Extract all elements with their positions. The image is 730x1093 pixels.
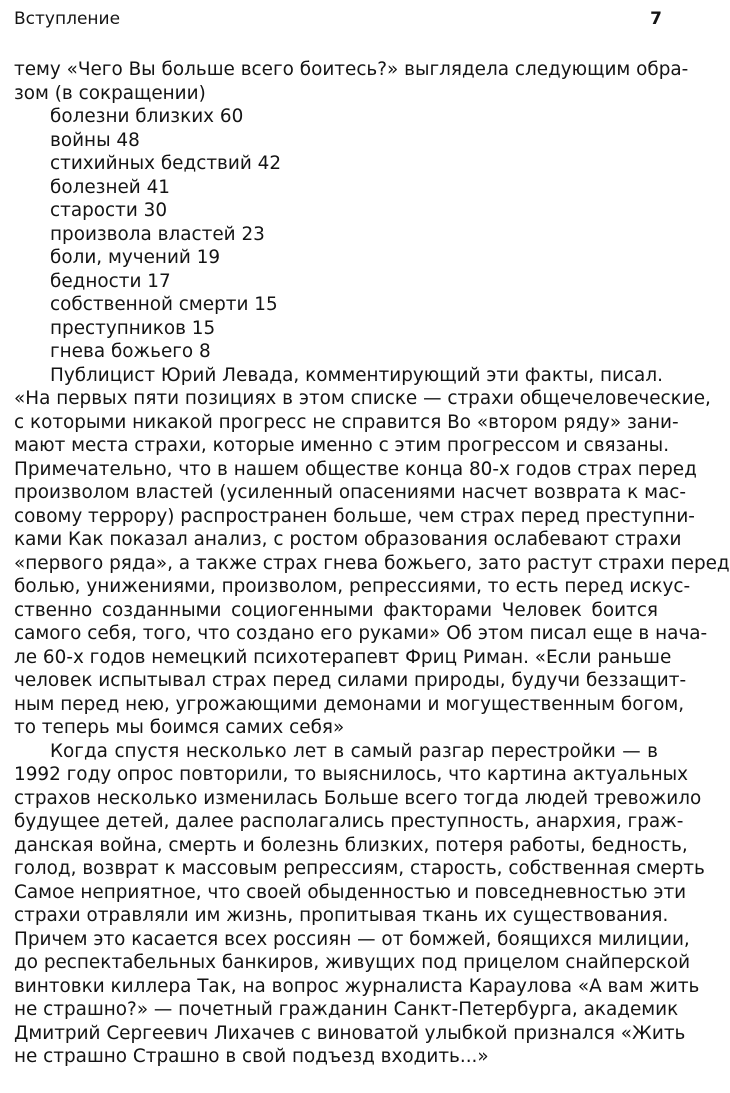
paragraph-1992-survey	[14, 740, 705, 1069]
text-line: Публицист Юрий Левада, комментирующий эти факты, писал.	[50, 364, 663, 386]
list-item: собственной смерти 15	[50, 294, 278, 315]
text-line: зом (в сокращении)	[14, 82, 206, 104]
text-line: данская война, смерть и болезнь близких, потеря работы, бедность,	[14, 834, 688, 856]
text-line: 1992 году опрос повторили, то выяснилось, что картина актуальных	[14, 764, 689, 785]
text-line: мают места страхи, которые именно с этим прогрессом и связаны.	[14, 435, 670, 456]
text-line: с которыми никакой прогресс не справится Во «втором ряду» зани-	[14, 411, 679, 433]
text-line: Когда спустя несколько лет в самый разгар перестройки — в	[50, 740, 658, 762]
list-item: бедности 17	[50, 270, 171, 292]
text-line: не страшно Страшно в свой подъезд входить...»	[14, 1046, 489, 1067]
list-item: болезни близких 60	[50, 106, 244, 127]
page-header	[14, 6, 662, 32]
list-item: боли, мучений 19	[50, 247, 221, 268]
text-line: самого себя, того, что создано его руками» Об этом писал еще в нача-	[14, 623, 708, 644]
text-line: болью, унижениями, произволом, репрессиями, то есть перед искус-	[14, 576, 691, 597]
list-item: гнева божьего 8	[50, 341, 211, 362]
text-line: Самое неприятное, что своей обыденностью и повседневностью эти	[14, 881, 687, 903]
text-line: не страшно?» — почетный гражданин Санкт-Петербурга, академик	[14, 999, 679, 1020]
text-line: ками Как показал анализ, с ростом образования ослабевают страхи	[14, 529, 682, 550]
text-line: Причем это касается всех россиян — от бомжей, боящихся милиции,	[14, 928, 690, 950]
page-body	[14, 58, 730, 1069]
fears-list	[14, 105, 658, 364]
text-line: будущее детей, далее располагались преступность, анархия, граж-	[14, 811, 684, 832]
list-item: болезней 41	[50, 176, 170, 198]
text-line: страхов несколько изменилась Больше всего тогда людей тревожило	[14, 787, 702, 809]
paragraph-levada	[14, 364, 730, 740]
text-line: голод, возврат к массовым репрессиям, старость, собственная смерть	[14, 858, 705, 879]
text-line: винтовки киллера Так, на вопрос журналиста Караулова «А вам жить	[14, 975, 700, 997]
text-line: то теперь мы боимся самих себя»	[14, 717, 345, 738]
text-line: ственно созданными социогенными факторами Человек боится	[14, 599, 658, 621]
list-item: преступников 15	[50, 317, 216, 339]
text-line: ным перед нею, угрожающими демонами и могущественным богом,	[14, 693, 685, 715]
text-line: Примечательно, что в нашем обществе конца 80-х годов страх перед	[14, 458, 697, 480]
text-line: до респектабельных банкиров, живущих под прицелом снайперской	[14, 952, 691, 973]
text-line: страхи отравляли им жизнь, пропитывая ткань их существования.	[14, 905, 669, 926]
list-item: старости 30	[50, 200, 168, 221]
text-line: Дмитрий Сергеевич Лихачев с виноватой улыбкой признался «Жить	[14, 1022, 686, 1044]
running-head: Вступление	[14, 9, 121, 29]
text-line: ле 60-х годов немецкий психотерапевт Фриц Риман. «Если раньше	[14, 646, 672, 668]
text-line: «На первых пяти позициях в этом списке — страхи общечеловеческие,	[14, 388, 711, 409]
text-line: тему «Чего Вы больше всего боитесь?» выглядела следующим обра-	[14, 59, 689, 80]
list-item: произвола властей 23	[50, 223, 265, 245]
intro-text	[14, 58, 689, 105]
text-line: «первого ряда», а также страх гнева божьего, зато растут страхи перед	[14, 552, 730, 574]
text-line: совому террору) распространен больше, чем страх перед преступни-	[14, 505, 695, 527]
text-line: человек испытывал страх перед силами природы, будучи беззащит-	[14, 670, 687, 691]
list-item: стихийных бедствий 42	[50, 153, 282, 174]
list-item: войны 48	[50, 129, 140, 151]
text-line: произволом властей (усиленный опасениями насчет возврата к мас-	[14, 482, 687, 503]
page-number: 7	[650, 9, 662, 29]
